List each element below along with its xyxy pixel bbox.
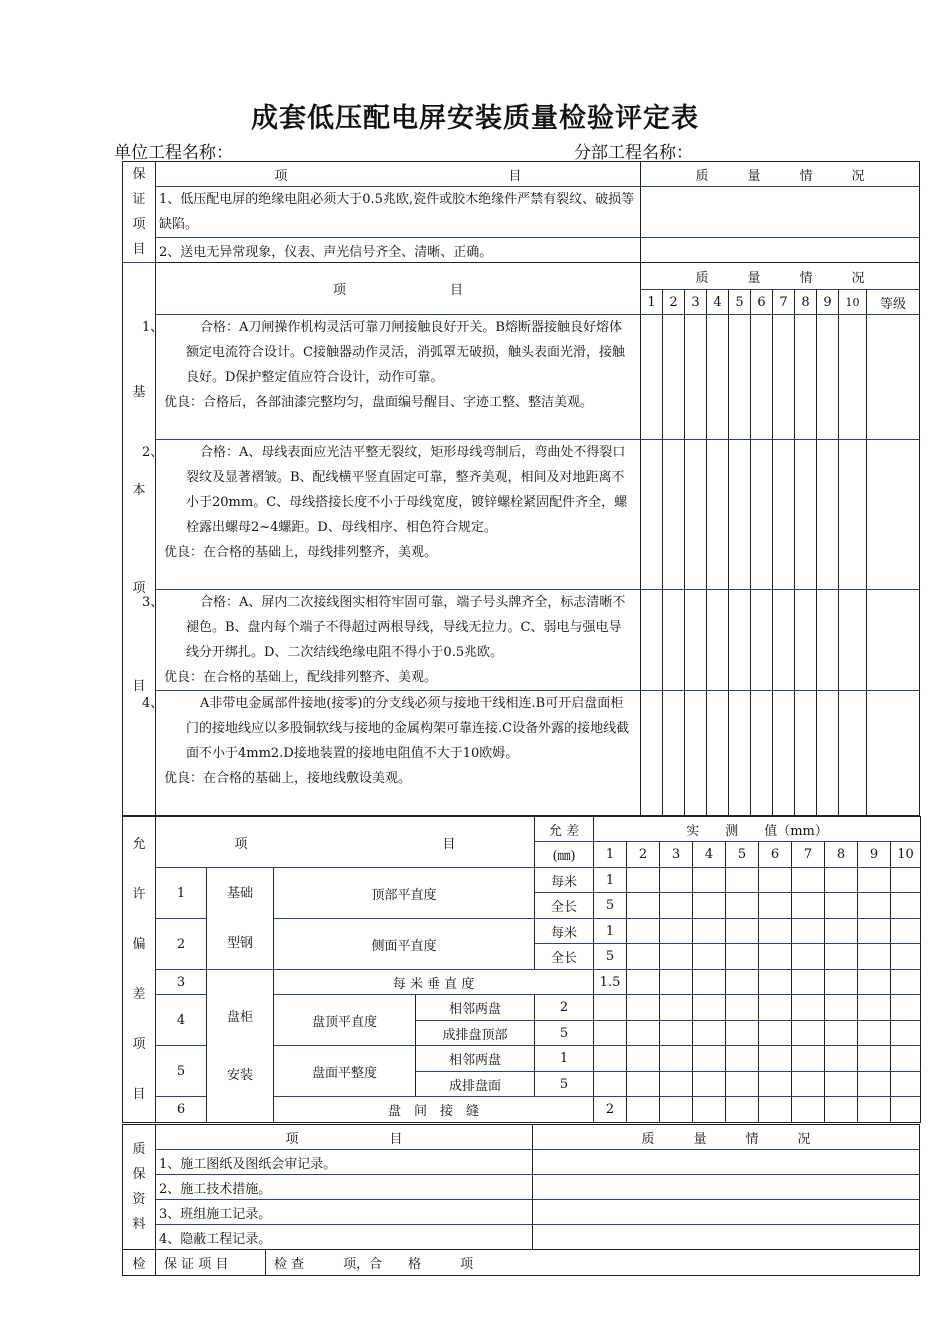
measured-value-cell [825, 919, 858, 944]
tolerance-measured-header: 实 测 值（mm） [594, 817, 921, 842]
measured-value-cell [627, 1097, 660, 1123]
measured-value-cell [627, 1072, 660, 1097]
measured-value-cell [594, 1072, 627, 1097]
measured-value-cell [627, 995, 660, 1021]
section-label-char: 质 [132, 1142, 146, 1157]
row-name: 盘 间 接 缝 [274, 1097, 594, 1123]
docs-item-3: 3、班组施工记录。 [156, 1200, 533, 1225]
basic-grade-cell [663, 590, 685, 691]
basic-grade-cell [773, 315, 795, 440]
measured-value-cell [726, 1097, 759, 1123]
measured-value-cell [660, 893, 693, 919]
row-allow: 1 [594, 919, 627, 944]
basic-grade-cell [641, 590, 663, 691]
basic-grade-cell [641, 315, 663, 440]
docs-item-header: 项 目 [156, 1125, 533, 1150]
row-number: 1 [156, 868, 207, 919]
basic-item-1 [142, 315, 641, 440]
measured-value-cell [792, 1021, 825, 1046]
measured-value-cell [792, 893, 825, 919]
basic-item-number: 2、 [142, 445, 164, 460]
section-label-char: 目 [132, 242, 146, 257]
basic-item-good: 优良：在合格的基础上，接地线敷设美观。 [164, 771, 412, 786]
guarantee-quality-cell-2 [641, 238, 920, 263]
basic-item-2 [142, 440, 641, 590]
row-name: 盘面平整度 [274, 1046, 416, 1097]
basic-column-7: 7 [773, 290, 795, 315]
measured-value-cell [660, 1072, 693, 1097]
page-title: 成套低压配电屏安装质量检验评定表 [251, 103, 699, 134]
row-sub: 成排盘顶部 [416, 1021, 535, 1046]
measured-column-3: 3 [660, 842, 693, 868]
row-allow: 5 [594, 893, 627, 919]
row-sub: 相邻两盘 [416, 995, 535, 1021]
measured-value-cell [660, 1097, 693, 1123]
basic-item-number: 3、 [142, 595, 164, 610]
basic-item-4 [142, 691, 641, 816]
basic-grade-cell [817, 440, 839, 590]
measured-value-cell [858, 944, 891, 970]
measured-value-cell [825, 1046, 858, 1072]
section-label-char: 保 [132, 167, 146, 182]
basic-grade-cell [729, 691, 751, 816]
measured-value-cell [594, 1021, 627, 1046]
row-number: 3 [156, 970, 207, 995]
measured-value-cell [825, 970, 858, 995]
measured-value-cell [759, 919, 792, 944]
measured-value-cell [693, 1097, 726, 1123]
basic-item-qualified-text: 合格：A、屏内二次接线图实相符牢固可靠，端子号头牌齐全，标志清晰不褪色。B、盘内每个端子不得超过两根导线，导线无拉力。C、弱电与强电导线分开绑扎。D、二次结线绝缘电阻不得小于0.5兆欧。 [186, 595, 626, 660]
basic-grade-cell [663, 691, 685, 816]
measured-value-cell [693, 1072, 726, 1097]
measured-value-cell [825, 1072, 858, 1097]
row-allow: 1.5 [594, 970, 627, 995]
measured-value-cell [693, 893, 726, 919]
row-allow: 1 [535, 1046, 594, 1072]
measured-value-cell [792, 995, 825, 1021]
group-foundation-steel [207, 868, 274, 970]
row-allow: 1 [594, 868, 627, 893]
section-label-char: 证 [132, 192, 146, 207]
group-cabinet-install [207, 970, 274, 1123]
basic-item-qualified-text: 合格：A、母线表面应光洁平整无裂纹，矩形母线弯制后，弯曲处不得裂口裂纹及显著褶皱。B、配线横平竖直固定可靠，整齐美观，相间及对地距离不小于20mm。C、母线搭接长度不小于母线宽度，镀锌螺栓紧固配件齐全，螺栓露出螺母2~4螺距。D、母线相序、相色符合规定。 [186, 445, 628, 535]
basic-grade-cell [663, 440, 685, 590]
basic-grade-cell [839, 440, 867, 590]
tolerance-item-header: 项 目 [156, 817, 535, 868]
basic-grade-cell [773, 691, 795, 816]
measured-value-cell [660, 919, 693, 944]
docs-quality-header: 质 量 情 况 [533, 1125, 920, 1150]
section-label-char: 差 [132, 987, 146, 1002]
basic-grade-cell [817, 315, 839, 440]
docs-table [122, 1124, 920, 1276]
measured-value-cell [792, 970, 825, 995]
measured-column-7: 7 [792, 842, 825, 868]
measured-column-6: 6 [759, 842, 792, 868]
row-sub: 全长 [535, 944, 594, 970]
tolerance-allow-unit: (㎜) [535, 842, 594, 868]
measured-value-cell [759, 970, 792, 995]
measured-value-cell [726, 1072, 759, 1097]
measured-value-cell [627, 868, 660, 893]
section-label-char: 目 [132, 1087, 146, 1102]
basic-grade-cell [663, 315, 685, 440]
row-allow: 2 [535, 995, 594, 1021]
basic-grade-cell [707, 315, 729, 440]
measured-column-9: 9 [858, 842, 891, 868]
guarantee-item-2: 2、送电无异常现象，仪表、声光信号齐全、清晰、正确。 [156, 238, 641, 263]
measured-value-cell [792, 919, 825, 944]
group-label: 型钢 [226, 935, 253, 951]
measured-value-cell [792, 868, 825, 893]
measured-column-1: 1 [594, 842, 627, 868]
row-number: 4 [156, 995, 207, 1046]
basic-grade-cell [839, 315, 867, 440]
basic-grade-cell [839, 590, 867, 691]
measured-value-cell [726, 944, 759, 970]
docs-item-4: 4、隐蔽工程记录。 [156, 1225, 533, 1250]
measured-value-cell [693, 995, 726, 1021]
measured-value-cell [759, 1021, 792, 1046]
measured-value-cell [858, 1046, 891, 1072]
row-allow: 5 [535, 1021, 594, 1046]
measured-value-cell [825, 944, 858, 970]
group-label: 基础 [226, 885, 253, 901]
measured-value-cell [858, 995, 891, 1021]
basic-grade-cell [751, 440, 773, 590]
measured-value-cell [693, 970, 726, 995]
measured-value-cell [759, 893, 792, 919]
measured-value-cell [693, 944, 726, 970]
basic-column-1: 1 [641, 290, 663, 315]
measured-value-cell [726, 919, 759, 944]
measured-value-cell [660, 868, 693, 893]
row-name: 盘顶平直度 [274, 995, 416, 1046]
section-label-char: 项 [132, 580, 146, 596]
basic-grade-cell [707, 691, 729, 816]
tolerance-section-label [123, 817, 156, 1123]
basic-section-label [123, 263, 156, 816]
measured-value-cell [693, 1021, 726, 1046]
measured-value-cell [759, 1072, 792, 1097]
measured-value-cell [891, 995, 921, 1021]
measured-value-cell [858, 919, 891, 944]
measured-value-cell [693, 868, 726, 893]
check-result-label: 检 查 项，合 格 项 [266, 1250, 920, 1276]
unit-project-label: 单位工程名称： [114, 143, 233, 163]
basic-item-good: 优良：在合格的基础上，母线排列整齐，美观。 [164, 545, 438, 560]
measured-value-cell [891, 944, 921, 970]
measured-value-cell [627, 1046, 660, 1072]
basic-item-qualified-text: 合格：A刀闸操作机构灵活可靠刀闸接触良好开关。B熔断器接触良好熔体额定电流符合设计。C接触器动作灵活，消弧罩无破损，触头表面光滑，接触良好。D保护整定值应符合设计，动作可靠。 [186, 320, 625, 385]
section-label-char: 保 [132, 1167, 146, 1182]
measured-value-cell [660, 944, 693, 970]
docs-quality-cell [533, 1200, 920, 1225]
docs-section-label [123, 1125, 156, 1250]
check-label: 检 [123, 1250, 156, 1276]
basic-grade-cell [751, 315, 773, 440]
measured-value-cell [858, 1021, 891, 1046]
basic-grade-cell [867, 691, 920, 816]
measured-value-cell [726, 995, 759, 1021]
measured-value-cell [792, 1046, 825, 1072]
measured-value-cell [759, 995, 792, 1021]
measured-column-4: 4 [693, 842, 726, 868]
basic-item-header: 项 目 [156, 263, 641, 315]
row-sub: 每米 [535, 868, 594, 893]
row-sub: 全长 [535, 893, 594, 919]
measured-column-8: 8 [825, 842, 858, 868]
row-name: 顶部平直度 [274, 868, 535, 919]
basic-item-good: 优良：合格后，各部油漆完整均匀，盘面编号醒目、字迹工整、整洁美观。 [164, 395, 594, 410]
subdivision-project-label: 分部工程名称： [574, 143, 693, 163]
measured-value-cell [858, 868, 891, 893]
measured-value-cell [594, 1046, 627, 1072]
basic-item-qualified [142, 691, 634, 766]
row-allow: 2 [594, 1097, 627, 1123]
section-label-char: 料 [132, 1217, 146, 1232]
basic-grade-cell [867, 590, 920, 691]
docs-item-2: 2、施工技术措施。 [156, 1175, 533, 1200]
check-guarantee-label: 保 证 项 目 [156, 1250, 266, 1276]
measured-value-cell [759, 868, 792, 893]
basic-column-等级: 等级 [867, 290, 920, 315]
measured-column-10: 10 [891, 842, 921, 868]
measured-value-cell [660, 1046, 693, 1072]
measured-value-cell [627, 1021, 660, 1046]
basic-grade-cell [773, 440, 795, 590]
measured-value-cell [891, 970, 921, 995]
measured-value-cell [825, 995, 858, 1021]
measured-value-cell [759, 944, 792, 970]
row-name: 侧面平直度 [274, 919, 535, 970]
basic-grade-cell [751, 590, 773, 691]
basic-grade-cell [817, 691, 839, 816]
basic-grade-cell [773, 590, 795, 691]
basic-item-qualified [142, 590, 634, 665]
guarantee-quality-header: 质 量 情 况 [641, 162, 920, 187]
section-label-char: 本 [132, 482, 146, 498]
basic-column-5: 5 [729, 290, 751, 315]
basic-grade-cell [817, 590, 839, 691]
basic-item-number: 1、 [142, 320, 164, 335]
guarantee-quality-cell-1 [641, 187, 920, 238]
row-number: 5 [156, 1046, 207, 1097]
docs-quality-cell [533, 1175, 920, 1200]
measured-value-cell [726, 893, 759, 919]
group-label: 安装 [226, 1067, 253, 1083]
section-label-char: 允 [132, 837, 146, 852]
basic-item-good: 优良：在合格的基础上，配线排列整齐、美观。 [164, 670, 438, 685]
basic-grade-cell [867, 315, 920, 440]
basic-quality-header: 质 量 情 况 [641, 263, 920, 290]
measured-value-cell [660, 970, 693, 995]
measured-value-cell [660, 995, 693, 1021]
measured-value-cell [726, 1021, 759, 1046]
row-number: 2 [156, 919, 207, 970]
measured-value-cell [792, 944, 825, 970]
measured-value-cell [693, 1046, 726, 1072]
measured-value-cell [759, 1097, 792, 1123]
basic-item-qualified [142, 440, 634, 540]
measured-value-cell [825, 1021, 858, 1046]
basic-grade-cell [685, 440, 707, 590]
section-label-char: 目 [132, 678, 146, 694]
basic-item-3 [142, 590, 641, 691]
measured-value-cell [660, 1021, 693, 1046]
docs-quality-cell [533, 1225, 920, 1250]
measured-value-cell [726, 970, 759, 995]
measured-value-cell [825, 1097, 858, 1123]
row-name: 每 米 垂 直 度 [274, 970, 594, 995]
basic-grade-cell [795, 691, 817, 816]
tolerance-table [122, 816, 921, 1123]
basic-grade-cell [795, 590, 817, 691]
basic-grade-cell [707, 440, 729, 590]
measured-value-cell [891, 893, 921, 919]
measured-value-cell [627, 944, 660, 970]
guarantee-item-header: 项 目 [156, 162, 641, 187]
basic-column-9: 9 [817, 290, 839, 315]
measured-value-cell [858, 893, 891, 919]
section-label-char: 项 [132, 1037, 146, 1052]
measured-column-5: 5 [726, 842, 759, 868]
measured-value-cell [792, 1097, 825, 1123]
measured-value-cell [627, 919, 660, 944]
basic-grade-cell [685, 691, 707, 816]
basic-item-qualified-text: A非带电金属部件接地(接零)的分支线必须与接地干线相连.B可开启盘面柜门的接地线应以多股铜软线与接地的金属构架可靠连接.C设备外露的接地线截面不小于4mm2.D接地装置的接地电阻值不大于10欧姆。 [186, 696, 630, 761]
basic-grade-cell [867, 440, 920, 590]
basic-column-3: 3 [685, 290, 707, 315]
measured-column-2: 2 [627, 842, 660, 868]
docs-item-1: 1、施工图纸及图纸会审记录。 [156, 1150, 533, 1175]
basic-column-8: 8 [795, 290, 817, 315]
tolerance-allow-header: 允 差 [535, 817, 594, 842]
docs-quality-cell [533, 1150, 920, 1175]
row-allow: 5 [535, 1072, 594, 1097]
basic-column-6: 6 [751, 290, 773, 315]
basic-column-10: 10 [839, 290, 867, 315]
measured-value-cell [792, 1072, 825, 1097]
measured-value-cell [726, 868, 759, 893]
measured-value-cell [891, 868, 921, 893]
basic-grade-cell [641, 691, 663, 816]
basic-grade-cell [751, 691, 773, 816]
section-label-char: 偏 [132, 937, 146, 952]
guarantee-section-label [123, 162, 156, 263]
row-number: 6 [156, 1097, 207, 1123]
row-sub: 成排盘面 [416, 1072, 535, 1097]
measured-value-cell [891, 1097, 921, 1123]
measured-value-cell [858, 1072, 891, 1097]
measured-value-cell [627, 970, 660, 995]
measured-value-cell [693, 919, 726, 944]
basic-item-qualified [142, 315, 634, 390]
measured-value-cell [759, 1046, 792, 1072]
measured-value-cell [627, 893, 660, 919]
measured-value-cell [891, 1021, 921, 1046]
basic-column-2: 2 [663, 290, 685, 315]
basic-column-4: 4 [707, 290, 729, 315]
basic-grade-cell [641, 440, 663, 590]
basic-grade-cell [729, 590, 751, 691]
section-label-char: 许 [132, 887, 146, 902]
section-label-char: 基 [132, 384, 146, 400]
measured-value-cell [891, 919, 921, 944]
section-label-char: 资 [132, 1192, 146, 1207]
basic-grade-cell [685, 590, 707, 691]
measured-value-cell [858, 1097, 891, 1123]
guarantee-item-1: 1、低压配电屏的绝缘电阻必须大于0.5兆欧,瓷件或胶木绝缘件严禁有裂纹、破损等缺陷。 [156, 187, 641, 238]
row-sub: 每米 [535, 919, 594, 944]
measured-value-cell [726, 1046, 759, 1072]
basic-grade-cell [685, 315, 707, 440]
basic-item-number: 4、 [142, 696, 164, 711]
group-label: 盘柜 [226, 1009, 253, 1025]
measured-value-cell [594, 995, 627, 1021]
measured-value-cell [858, 970, 891, 995]
basic-grade-cell [795, 315, 817, 440]
basic-grade-cell [839, 691, 867, 816]
section-label-char: 项 [132, 217, 146, 232]
measured-value-cell [825, 893, 858, 919]
row-allow: 5 [594, 944, 627, 970]
measured-value-cell [825, 868, 858, 893]
basic-grade-cell [707, 590, 729, 691]
main-table [122, 161, 920, 816]
measured-value-cell [891, 1072, 921, 1097]
basic-grade-cell [729, 440, 751, 590]
basic-grade-cell [729, 315, 751, 440]
row-sub: 相邻两盘 [416, 1046, 535, 1072]
basic-grade-cell [795, 440, 817, 590]
measured-value-cell [891, 1046, 921, 1072]
